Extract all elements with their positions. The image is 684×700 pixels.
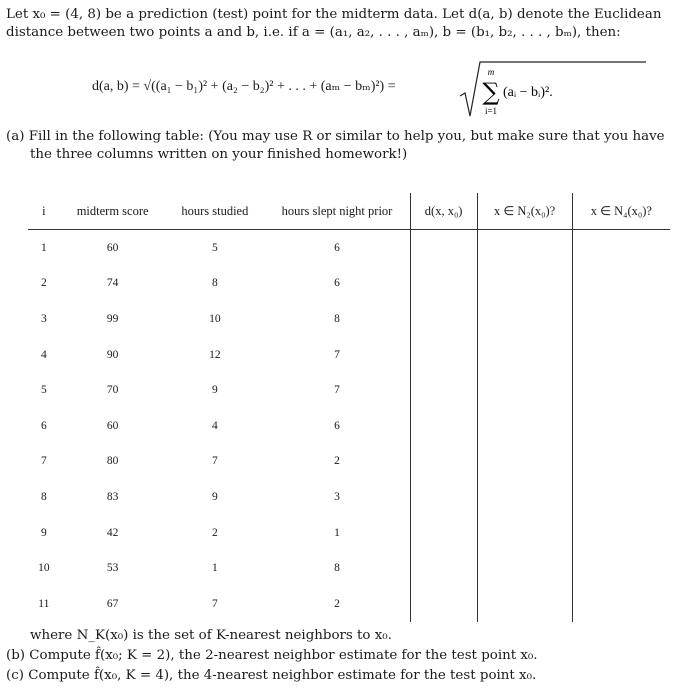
cell-hours-slept: 1 [334,526,340,539]
cell-midterm-score: 60 [106,241,119,254]
header-in-n4: x ∈ N₄(x₀)? [572,193,670,230]
cell-midterm-score: 53 [106,562,119,575]
cell-i: 6 [40,419,47,432]
table-row [28,515,670,551]
table-row [28,301,670,337]
table-row [28,266,670,302]
header-hours-studied: hours studied [181,203,249,218]
sum-upper-limit: m [487,67,495,77]
cell-hours-studied: 2 [211,526,218,539]
cell-hours-slept: 7 [334,384,340,397]
cell-distance [410,515,477,551]
cell-distance [410,444,477,480]
cell-i: 7 [40,455,47,468]
cell-hours-slept: 3 [334,490,340,503]
part-a-line-2: the three columns written on your finished homework!) [30,147,408,162]
cell-hours-studied: 12 [209,348,221,361]
cell-in-n4 [572,479,670,515]
table-row [28,337,670,373]
cell-midterm-score: 99 [106,312,119,325]
table-body [28,230,670,622]
cell-midterm-score: 42 [106,526,119,539]
cell-in-n4 [572,515,670,551]
part-a [6,128,678,164]
cell-in-n2 [477,586,572,622]
cell-i: 3 [40,312,47,325]
cell-in-n4 [572,444,670,480]
cell-hours-slept: 6 [334,241,340,254]
sum-lower-limit: i=1 [484,106,498,116]
cell-in-n4 [572,230,670,266]
cell-i: 8 [40,490,47,503]
table-row [28,479,670,515]
cell-hours-studied: 9 [211,384,218,397]
cell-i: 2 [40,277,47,290]
part-b: (b) Compute f̂(x₀; K = 2), the 2-nearest neighbor estimate for the test point x₀. [6,648,538,663]
table-row [28,586,670,622]
cell-i: 5 [40,384,47,397]
cell-in-n2 [477,266,572,302]
cell-hours-studied: 7 [211,455,218,468]
cell-hours-studied: 4 [211,419,218,432]
cell-distance [410,586,477,622]
cell-in-n4 [572,550,670,586]
intro-line-1: Let x₀ = (4, 8) be a prediction (test) point for the midterm data. Let d(a, b) denote the Euclidean [6,7,662,22]
cell-hours-studied: 5 [211,241,218,254]
formula-lhs: d(a, b) = √((a₁ − b₁)² + (a₂ − b₂)² + . . . + (aₘ − bₘ)²) = [92,79,396,94]
cell-midterm-score: 67 [106,597,119,610]
problem-intro [6,6,678,42]
cell-hours-studied: 10 [209,312,221,325]
header-in-n2: x ∈ N₂(x₀)? [477,193,572,230]
header-distance: d(x, x₀) [410,193,477,230]
cell-i: 11 [38,597,50,610]
cell-hours-studied: 1 [211,562,218,575]
footer-where: where N_K(x₀) is the set of K-nearest neighbors to x₀. [30,628,392,643]
cell-in-n4 [572,372,670,408]
cell-hours-studied: 8 [211,277,218,290]
cell-distance [410,337,477,373]
cell-in-n4 [572,301,670,337]
cell-midterm-score: 74 [106,277,119,290]
cell-in-n2 [477,372,572,408]
table-row [28,230,670,266]
intro-line-2: distance between two points a and b, i.e. if a = (a₁, a₂, . . . , aₘ), b = (b₁, b₂, . . . , bₘ), then: [6,25,621,40]
cell-in-n2 [477,515,572,551]
table-row [28,372,670,408]
sum-symbol: ∑ [482,78,500,106]
cell-hours-slept: 6 [334,419,340,432]
cell-in-n2 [477,408,572,444]
cell-in-n2 [477,337,572,373]
cell-midterm-score: 90 [106,348,119,361]
part-a-line-1: (a) Fill in the following table: (You may use R or similar to help you, but make sure that you have [6,129,665,144]
cell-in-n4 [572,266,670,302]
cell-distance [410,372,477,408]
table-header-row [28,193,670,230]
header-i: i [42,203,46,218]
sum-body: (aᵢ − bᵢ)². [503,85,553,100]
cell-distance [410,479,477,515]
cell-hours-slept: 2 [334,597,340,610]
cell-midterm-score: 60 [106,419,119,432]
cell-in-n2 [477,301,572,337]
cell-midterm-score: 70 [106,384,119,397]
cell-hours-slept: 2 [334,455,340,468]
cell-i: 4 [40,348,47,361]
cell-i: 10 [38,562,50,575]
header-midterm-score: midterm score [76,203,149,218]
cell-in-n2 [477,550,572,586]
cell-i: 9 [40,526,47,539]
cell-in-n2 [477,444,572,480]
table-row [28,550,670,586]
sum-formula [458,60,648,120]
cell-hours-slept: 7 [334,348,340,361]
cell-distance [410,266,477,302]
cell-hours-studied: 9 [211,490,218,503]
cell-i: 1 [40,241,47,254]
cell-hours-studied: 7 [211,597,218,610]
part-c: (c) Compute f̂(x₀, K = 4), the 4-nearest neighbor estimate for the test point x₀. [6,668,537,683]
cell-distance [410,230,477,266]
cell-hours-slept: 8 [334,562,340,575]
cell-midterm-score: 83 [106,490,119,503]
data-table [28,193,670,622]
cell-in-n4 [572,586,670,622]
cell-hours-slept: 6 [334,277,340,290]
cell-in-n2 [477,479,572,515]
cell-in-n4 [572,408,670,444]
cell-in-n2 [477,230,572,266]
cell-hours-slept: 8 [334,312,340,325]
table-row [28,408,670,444]
cell-distance [410,301,477,337]
cell-distance [410,550,477,586]
cell-distance [410,408,477,444]
header-hours-slept: hours slept night prior [281,203,393,218]
cell-midterm-score: 80 [106,455,119,468]
distance-formula [92,56,652,122]
data-table-wrapper [28,193,670,623]
cell-in-n4 [572,337,670,373]
problem-footer [6,626,678,686]
table-row [28,444,670,480]
